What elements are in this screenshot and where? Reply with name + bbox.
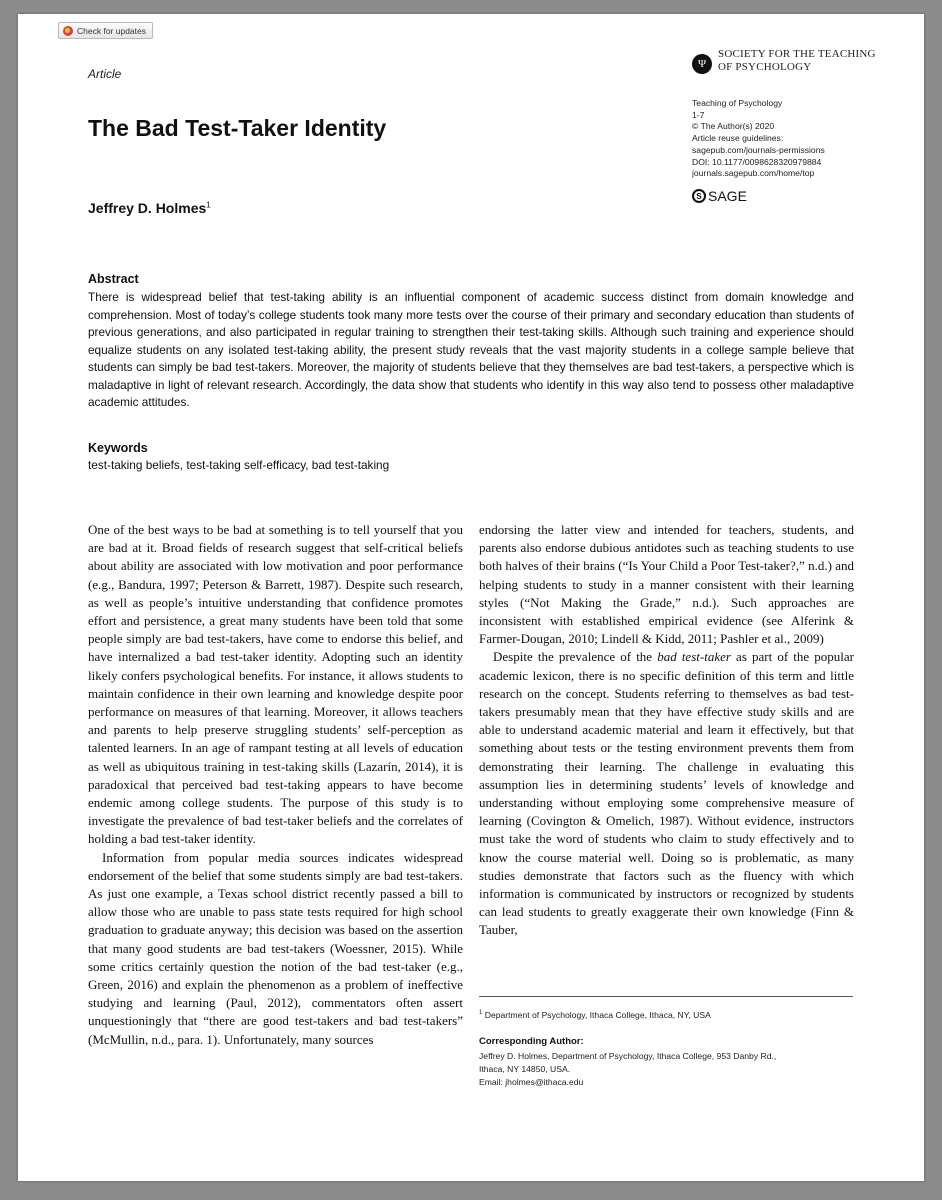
keywords-text: test-taking beliefs, test-taking self-efficacy, bad test-taking bbox=[88, 458, 390, 472]
journal-metadata bbox=[692, 98, 825, 180]
reuse-label: Article reuse guidelines: bbox=[692, 133, 784, 144]
corresponding-author-details bbox=[479, 1050, 859, 1089]
society-name-line2: OF PSYCHOLOGY bbox=[718, 61, 812, 73]
footnote bbox=[479, 1007, 859, 1022]
reuse-link[interactable]: sagepub.com/journals-permissions bbox=[692, 144, 825, 155]
corresponding-email[interactable]: Email: jholmes@ithaca.edu bbox=[479, 1077, 584, 1087]
corresponding-author-heading: Corresponding Author: bbox=[479, 1036, 584, 1047]
body-column-right bbox=[479, 521, 854, 940]
paragraph-text: as part of the popular academic lexicon, there is no specific definition of this term and little research on the concept. Students referring to themselves as bad test-takers presumably mean that they have effective study skills and are able to understand academic material and learn it effectively, but that something about tests or the testing environment prevents them from demonstrating their learning. The challenge in evaluating this assumption lies in determining students’ levels of knowledge and understanding without employing some comprehensive measure of learning (Covington & Omelich, 1987). Without evidence, instructors must take the word of students who claim to study effectively and to know the course material well. Doing so is problematic, as many studies demonstrate that factors such as the fluency with which information is communicated by instructors or recognized by students can lead students to greatly exaggerate their own knowledge (Finn & Tauber, bbox=[479, 649, 854, 938]
journal-link[interactable]: journals.sagepub.com/home/top bbox=[692, 168, 815, 179]
paragraph-text: Despite the prevalence of the bbox=[493, 649, 658, 665]
sage-logo-icon: S bbox=[692, 189, 706, 203]
footnote-divider bbox=[479, 996, 853, 997]
body-paragraph: One of the best ways to be bad at something is to tell yourself that you are bad at it. Broad fields of research suggest that self-critical beliefs about ability are associated with low motivation and poor performance (e.g., Bandura, 1997; Peterson & Barrett, 1987). Despite such research, as well as people’s intuitive understanding that confidence promotes effort and persistence, a great many students have been told that some people simply are bad test-takers, have come to endorse this belief, and have internalized a bad test-taker identity. Adopting such an identity likely confers psychological benefits. For instance, it allows students to maintain confidence in their own learning and knowledge despite poor performance on measures of that learning. Moreover, it allows teachers and parents to help preserve struggling students’ self-perception as talented learners. In an age of rampant testing at all levels of education as well as ubiquitous training in test-taking skills (Lazarín, 2014), it is paradoxical that perceived bad test-taking appears to have become endemic among college students. The purpose of this study is to investigate the prevalence of bad test-taker beliefs and the correlates of holding a bad test-taker identity. bbox=[88, 522, 463, 847]
footnote-mark: 1 bbox=[479, 1010, 483, 1016]
copyright: © The Author(s) 2020 bbox=[692, 121, 775, 132]
publisher-name: SAGE bbox=[708, 188, 747, 204]
paper-title: The Bad Test-Taker Identity bbox=[88, 115, 387, 141]
author-affiliation-mark: 1 bbox=[206, 200, 211, 210]
check-for-updates-button[interactable] bbox=[58, 22, 153, 39]
footnote-text: Department of Psychology, Ithaca College, Ithaca, NY, USA bbox=[484, 1009, 711, 1020]
abstract-heading: Abstract bbox=[88, 272, 139, 286]
abstract-text: There is widespread belief that test-taking ability is an influential component of academic success distinct from domain knowledge and comprehension. Most of today’s college students took many more tests over the course of their primary and secondary education than students of previous generations, and also participated in regular training to strengthen their test-taking skills. Although such training and experience should equalize students on any isolated test-taking ability, the present study reveals that the vast majority students in a college sample believe that students can simply be bad test-takers. Moreover, the majority of students believe that they themselves are bad test-takers, a perspective which is maladaptive in light of relevant research. Accordingly, the data show that students who identify in this way also tend to possess other maladaptive academic attitudes. bbox=[88, 290, 854, 409]
body-paragraph: endorsing the latter view and intended for teachers, students, and parents also endorse dubious antidotes such as teaching students to use both halves of their brains (“Is Your Child a Poor Test-taker?,” n.d.) and helping students to study in a manner consistent with their learning styles (“Not Making the Grade,” n.d.). Such approaches are inconsistent with established empirical evidence (see Alferink & Farmer-Dougan, 2010; Lindell & Kidd, 2011; Pashler et al., 2009) bbox=[479, 522, 854, 647]
author-line bbox=[88, 200, 211, 216]
article-type-label: Article bbox=[88, 67, 122, 81]
journal-name: Teaching of Psychology bbox=[692, 98, 783, 108]
page-range: 1-7 bbox=[692, 109, 705, 120]
society-name bbox=[718, 48, 876, 74]
author-name: Jeffrey D. Holmes bbox=[88, 200, 207, 216]
corresponding-line: Jeffrey D. Holmes, Department of Psychology, Ithaca College, 953 Danby Rd., bbox=[479, 1051, 777, 1061]
body-paragraph bbox=[479, 648, 854, 939]
corresponding-line: Ithaca, NY 14850, USA. bbox=[479, 1064, 571, 1074]
society-name-line1: SOCIETY FOR THE TEACHING bbox=[718, 48, 876, 60]
check-for-updates-label: Check for updates bbox=[77, 25, 146, 36]
body-column-left bbox=[88, 521, 463, 1049]
crossmark-icon bbox=[63, 26, 73, 36]
body-paragraph: Information from popular media sources indicates widespread endorsement of the belief that some students simply are bad test-takers. As just one example, a Texas school district recently passed a bill to allow those who are unable to pass state tests required for high school graduation to graduate anyway; this decision was based on the assertion that many good students are bad test-takers (Woessner, 2015). While some critics certainly question the notion of the bad test-taker (e.g., Green, 2016) and explain the phenomenon as a problem of ineffective studying and learning (Paul, 2012), commentators often assert unquestioningly that “there are good test-takers and bad test-takers” (McMullin, n.d., para. 1). Unfortunately, many sources bbox=[88, 849, 463, 1047]
doi[interactable]: DOI: 10.1177/0098628320979884 bbox=[692, 156, 822, 167]
keywords-heading: Keywords bbox=[88, 441, 148, 455]
paper-page bbox=[18, 14, 924, 1181]
publisher-logo bbox=[692, 188, 747, 204]
emphasized-term: bad test-taker bbox=[657, 649, 731, 665]
society-apple-icon: Ψ bbox=[692, 54, 712, 74]
society-logo-block bbox=[692, 48, 876, 74]
